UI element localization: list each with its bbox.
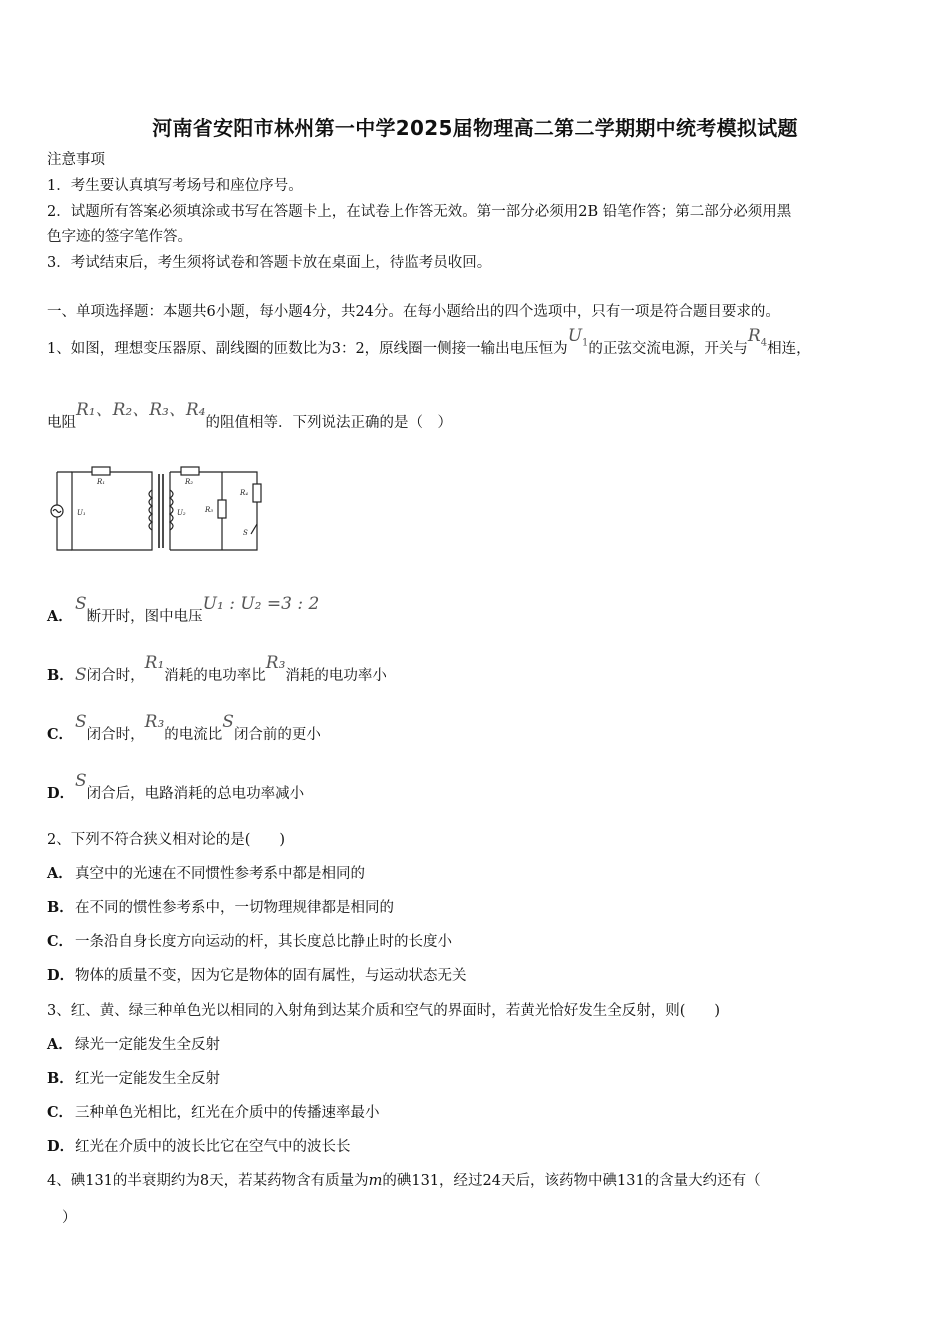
resistors-symbols: R₁、R₂、R₃、R₄ [76,400,206,420]
option-text: 闭合前的更小 [233,727,321,743]
option-letter: B． [47,667,74,684]
q1-option-c [47,712,907,745]
option-text: 的电流比 [164,727,223,743]
option-text: 消耗的电功率小 [285,668,387,684]
label-r3: R₃ [205,506,214,514]
s-symbol: S [75,594,87,614]
q3-option-d [47,1137,907,1157]
q2-option-d [47,966,907,986]
option-letter: B． [47,1070,74,1087]
option-text: 消耗的电功率比 [164,668,266,684]
section-heading: 一、单项选择题：本题共6小题，每小题4分，共24分。在每小题给出的四个选项中，只有一项是符合题目要求的。 [47,304,780,320]
voltage-ratio: U₁ : U₂ =3 : 2 [202,594,320,614]
q1-stem-b: 的正弦交流电源，开关与 [588,341,748,357]
q1-stem-a: 1、如图，理想变压器原、副线圈的匝数比为3：2，原线圈一侧接一输出电压恒为 [47,341,568,357]
label-s: S [243,529,248,537]
q1-stem-e: 的阻值相等．下列说法正确的是（ ） [205,415,452,431]
option-letter: D． [47,785,75,802]
label-u1: U₁ [77,509,86,517]
notice-item-1: 1．考生要认真填写考场号和座位序号。 [47,178,303,194]
s-symbol: S [75,712,87,732]
option-letter: C． [47,933,74,950]
q3-option-a [47,1035,907,1055]
question-2-stem: 2、下列不符合狭义相对论的是( ) [47,832,286,848]
option-letter: D． [47,1138,75,1155]
option-text: 物体的质量不变，因为它是物体的固有属性，与运动状态无关 [75,968,467,984]
option-text: 闭合时， [86,727,145,743]
page-title: 河南省安阳市林州第一中学2025届物理高二第二学期期中统考模拟试题 [152,116,798,140]
option-text: 断开时，图中电压 [86,609,203,625]
option-letter: C． [47,1104,74,1121]
notice-item-3: 3．考试结束后，考生须将试卷和答题卡放在桌面上，待监考员收回。 [47,255,492,271]
q3-option-b [47,1069,907,1089]
q4-stem-a: 4、碘131的半衰期约为8天，若某药物含有质量为 [47,1173,369,1189]
option-text: 三种单色光相比，红光在介质中的传播速率最小 [75,1105,380,1121]
r1-symbol: R₁ [144,653,165,673]
q3-option-c [47,1103,907,1123]
label-u2: U₂ [177,509,186,517]
s-symbol: S [75,771,87,791]
option-letter: D． [47,967,75,984]
mass-symbol: m [368,1173,383,1189]
question-4-stem-cont: ） [62,1210,77,1226]
q2-option-a [47,864,907,884]
q1-option-d [47,771,907,804]
option-text: 绿光一定能发生全反射 [75,1037,220,1053]
label-r2: R₂ [185,478,194,486]
question-1-stem-cont [47,400,907,433]
option-text: 红光一定能发生全反射 [75,1071,220,1087]
option-text: 闭合后，电路消耗的总电功率减小 [86,786,305,802]
r3-symbol: R₃ [265,653,286,673]
u1-symbol: $U_1$ [567,326,589,349]
option-letter: A． [47,608,73,625]
label-r1: R₁ [97,478,106,486]
question-1-stem [47,326,907,365]
r4-symbol: $R_4$ [747,326,768,349]
option-letter: B． [47,899,74,916]
option-text: 一条沿自身长度方向运动的杆，其长度总比静止时的长度小 [75,934,452,950]
q1-option-b [47,653,907,686]
q1-stem-d: 电阻 [47,415,76,431]
s-symbol: S [222,712,234,732]
notice-item-2-cont: 色字迹的签字笔作答。 [47,229,192,245]
question-3-stem: 3、红、黄、绿三种单色光以相同的入射角到达某介质和空气的界面时，若黄光恰好发生全反射，则( ) [47,1003,721,1019]
notice-item-2: 2．试题所有答案必须填涂或书写在答题卡上，在试卷上作答无效。第一部分必须用2B 铅笔作答；第二部分必须用黑 [47,204,792,220]
notice-heading: 注意事项 [47,152,105,168]
label-r4: R₄ [240,489,249,497]
r3-symbol: R₃ [144,712,165,732]
q2-option-b [47,898,907,918]
option-letter: A． [47,865,73,882]
q2-option-c [47,932,907,952]
s-symbol: S [75,665,87,685]
option-letter: A． [47,1036,73,1053]
question-4-stem [47,1171,907,1191]
transformer-circuit-diagram [47,462,272,557]
option-text: 在不同的惯性参考系中，一切物理规律都是相同的 [75,900,394,916]
q1-option-a [47,594,907,627]
option-text: 闭合时， [86,668,145,684]
option-letter: C． [47,726,74,743]
q1-stem-c: 相连， [767,341,811,357]
option-text: 真空中的光速在不同惯性参考系中都是相同的 [75,866,365,882]
q4-stem-b: 的碘131，经过24天后，该药物中碘131的含量大约还有（ [382,1173,761,1189]
option-text: 红光在介质中的波长比它在空气中的波长长 [75,1139,351,1155]
